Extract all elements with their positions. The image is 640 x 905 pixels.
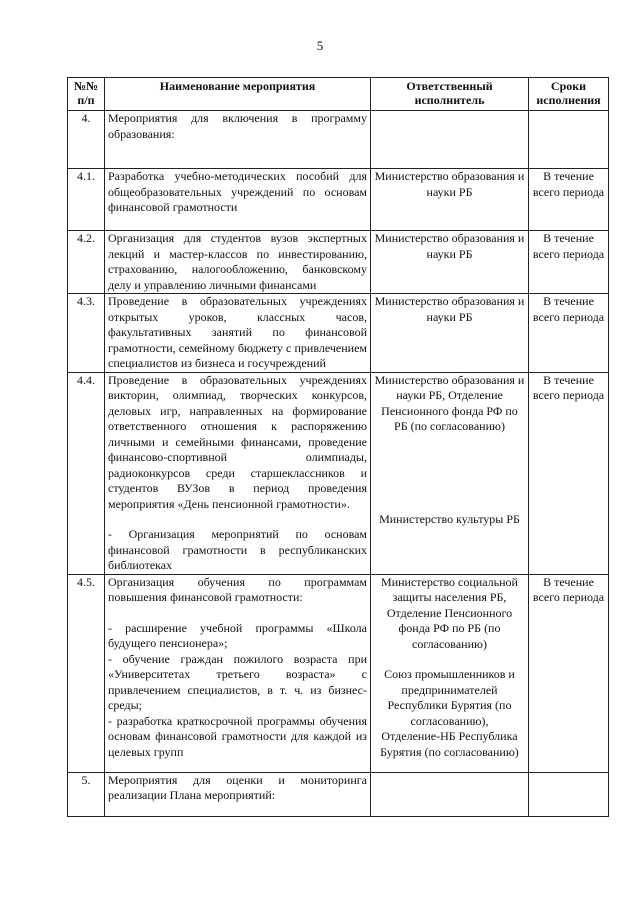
- header-responsible: Ответственный исполнитель: [371, 78, 529, 111]
- row-deadline: [529, 772, 609, 816]
- row-responsible: Министерство образования и науки РБ: [371, 294, 529, 373]
- row-number: 4.: [68, 111, 105, 169]
- row-description: Разработка учебно-методических пособий для общеобразовательных учреждений по основам финансовой грамотности: [105, 169, 371, 231]
- page-number: 5: [316, 38, 324, 53]
- row-responsible: [371, 772, 529, 816]
- row-description: Проведение в образовательных учреждениях открытых уроков, классных часов, факультативных занятий по финансовой грамотности, семейному бюджету с привлечением специалистов из бизнеса и госучреждений: [105, 294, 371, 373]
- row-responsible: Министерство образования и науки РБ: [371, 231, 529, 294]
- row-responsible: Министерство образования и науки РБ, Отделение Пенсионного фонда РФ по РБ (по согласованию) Министерство культуры РБ: [371, 372, 529, 574]
- row-description: Организация для студентов вузов экспертных лекций и мастер-классов по инвестированию, страхованию, налогообложению, банковскому делу и управлению личными финансами: [105, 231, 371, 294]
- table-header-row: [68, 78, 609, 111]
- table-row: [68, 372, 609, 574]
- row-number: 4.5.: [68, 574, 105, 772]
- header-deadline: Сроки исполнения: [529, 78, 609, 111]
- row-deadline: В течение всего периода: [529, 574, 609, 772]
- table-row: [68, 574, 609, 772]
- row-deadline: В течение всего периода: [529, 372, 609, 574]
- row-description: Проведение в образовательных учреждениях викторин, олимпиад, творческих конкурсов, деловых игр, направленных на формирование ответственного отношения к распоряжению личными и семейными финансами, проведение финансово-спортивной олимпиады, радиоконкурсов среди старшеклассников и студентов ВУЗов в период проведения мероприятия «День пенсионной грамотности». - Организация мероприятий по основам финансовой грамотности в республиканских библиотеках: [105, 372, 371, 574]
- row-number: 4.2.: [68, 231, 105, 294]
- table-row: [68, 169, 609, 231]
- row-responsible: Министерство образования и науки РБ: [371, 169, 529, 231]
- row-number: 4.3.: [68, 294, 105, 373]
- events-plan-table: [67, 77, 609, 817]
- header-number: №№ п/п: [68, 78, 105, 111]
- row-responsible: [371, 111, 529, 169]
- row-deadline: В течение всего периода: [529, 294, 609, 373]
- row-deadline: [529, 111, 609, 169]
- row-number: 4.1.: [68, 169, 105, 231]
- row-description: Мероприятия для включения в программу образования:: [105, 111, 371, 169]
- row-description: Мероприятия для оценки и мониторинга реализации Плана мероприятий:: [105, 772, 371, 816]
- header-event-name: Наименование мероприятия: [105, 78, 371, 111]
- row-deadline: В течение всего периода: [529, 231, 609, 294]
- table-row: [68, 772, 609, 816]
- row-deadline: В течение всего периода: [529, 169, 609, 231]
- row-description: Организация обучения по программам повышения финансовой грамотности: - расширение учебной программы «Школа будущего пенсионера»; - обучение граждан пожилого возраста при «Университетах третьего возраста» с привлечением специалистов, в т. ч. из бизнес-среды; - разработка краткосрочной программы обучения основам финансовой грамотности для каждой из целевых групп: [105, 574, 371, 772]
- table-row: [68, 111, 609, 169]
- table-row: [68, 294, 609, 373]
- row-responsible: Министерство социальной защиты населения РБ, Отделение Пенсионного фонда РФ по РБ (по согласованию) Союз промышленников и предпринимателей Республики Бурятия (по согласованию), Отделение-НБ Республика Бурятия (по согласованию): [371, 574, 529, 772]
- row-number: 5.: [68, 772, 105, 816]
- table-row: [68, 231, 609, 294]
- row-number: 4.4.: [68, 372, 105, 574]
